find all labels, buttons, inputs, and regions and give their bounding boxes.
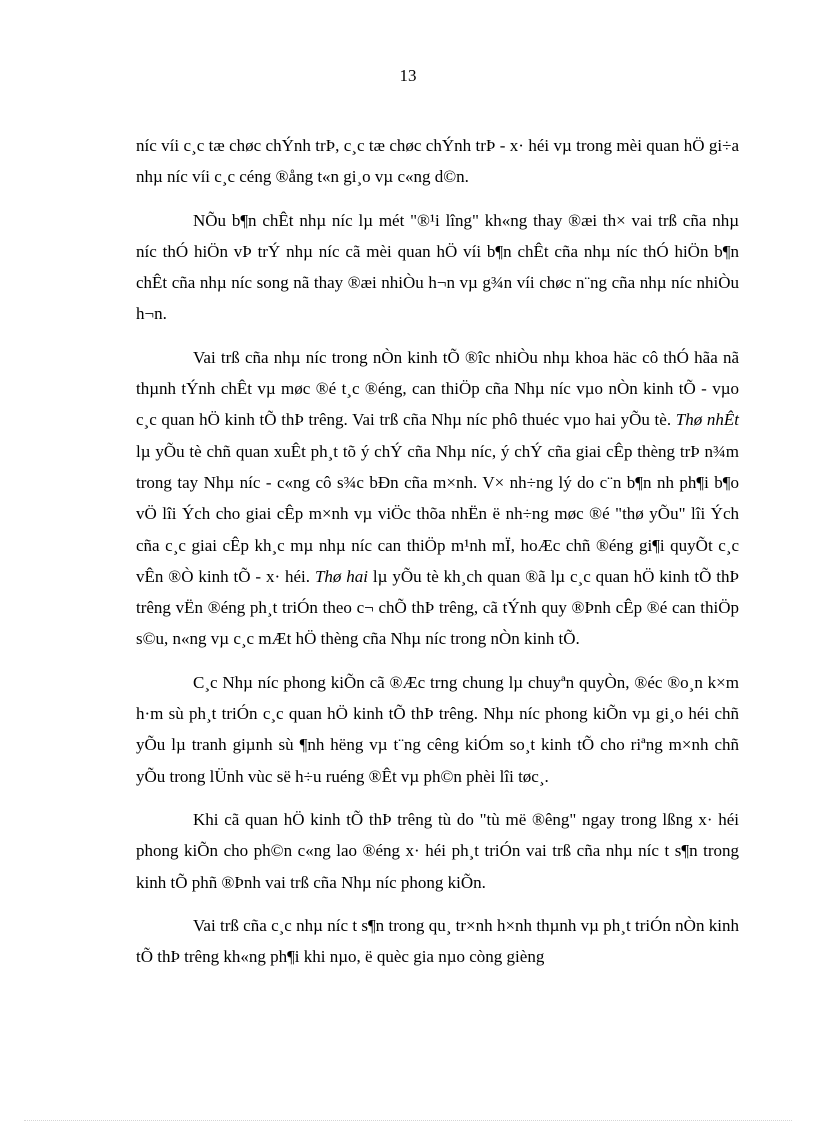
text-run: Vai trß cña nhµ níc trong nÒn kinh tÕ ®îc nhiÒu nhµ khoa häc cô thÓ hãa nã thµnh tÝnh chÊt vµ møc ®é t¸c ®éng, can thiÖp cña Nhµ níc vµo nÒn kinh tÕ - vµo c¸c quan hÖ kinh tÕ thÞ trêng. Vai trß cña Nhµ níc phô thuéc vµo hai yÕu tè.: [136, 347, 739, 430]
text-run: lµ yÕu tè kh¸ch quan ®ã lµ c¸c quan hÖ kinh tÕ thÞ trêng vËn ®éng ph¸t triÓn theo c¬ chÕ thÞ trêng, cã tÝnh quy ®Þnh cÊp ®é can thiÖp s©u, n«ng vµ c¸c mÆt hÖ thèng cña Nhµ níc trong nÒn kinh tÕ.: [136, 566, 739, 649]
body-text: [136, 130, 739, 984]
italic-phrase: Thø nhÊt: [675, 410, 740, 430]
paragraph: [136, 804, 739, 898]
text-run: Vai trß cña c¸c nhµ níc t s¶n trong qu¸ tr×nh h×nh thµnh vµ ph¸t triÓn nÒn kinh tÕ thÞ trêng kh«ng ph¶i khi nµo, ë quèc gia nµo còng gièng: [136, 915, 739, 967]
paragraph: [136, 342, 739, 655]
paragraph: [136, 667, 739, 792]
text-run: C¸c Nhµ níc phong kiÕn cã ®Æc trng chung lµ chuyªn quyÒn, ®éc ®o¸n k×m h·m sù ph¸t triÓn c¸c quan hÖ kinh tÕ thÞ trêng. Nhµ níc phong kiÕn vµ gi¸o héi chñ yÕu lµ tranh giµnh sù ¶nh hëng vµ t¨ng cêng kiÓm so¸t kinh tÕ cho riªng m×nh chñ yÕu trong lÜnh vùc së h÷u ruéng ®Êt vµ ph©n phèi lîi tøc¸.: [136, 672, 739, 786]
text-run: níc víi c¸c tæ chøc chÝnh trÞ, c¸c tæ chøc chÝnh trÞ - x· héi vµ trong mèi quan hÖ gi÷a nhµ níc víi c¸c céng ®ång t«n gi¸o vµ c«ng d©n.: [136, 136, 739, 187]
page-number: 13: [399, 66, 417, 85]
italic-phrase: Thø hai: [314, 566, 369, 586]
paragraph: [136, 130, 739, 193]
page-bottom-border: [24, 1120, 792, 1121]
paragraph: [136, 205, 739, 330]
text-run: Khi cã quan hÖ kinh tÕ thÞ trêng tù do "tù më ®êng" ngay trong lßng x· héi phong kiÕn cho ph©n c«ng lao ®éng x· héi ph¸t triÓn vai trß cña nhµ níc t s¶n trong kinh tÕ phñ ®Þnh vai trß cña Nhµ níc phong kiÕn.: [136, 809, 739, 892]
text-run: lµ yÕu tè chñ quan xuÊt ph¸t tõ ý chÝ cña Nhµ níc, ý chÝ cña giai cÊp thèng trÞ n¾m trong tay Nhµ níc - c«ng cô s¾c bÐn cña m×nh. V× nh÷ng lý do c¨n b¶n nh ph¶i b¶o vÖ lîi Ých cho giai cÊp m×nh vµ viÖc thõa nhËn ë nh÷ng møc ®é "thø yÕu" lîi Ých cña c¸c giai cÊp kh¸c mµ nhµ níc can thiÖp m¹nh mÏ, hoÆc chñ ®éng gi¶i quyÕt c¸c vÊn ®Ò kinh tÕ - x· héi.: [136, 441, 739, 586]
paragraph: [136, 910, 739, 973]
text-run: NÕu b¶n chÊt nhµ níc lµ mét "®¹i lîng" kh«ng thay ®æi th× vai trß cña nhµ níc thÓ hiÖn vÞ trÝ nhµ níc cã mèi quan hÖ víi b¶n chÊt cña nhµ níc thÓ hiÖn b¶n chÊt cña nhµ níc song nã thay ®æi nhiÒu h¬n vµ g¾n víi chøc n¨ng cña nhµ níc nhiÒu h¬n.: [136, 210, 739, 324]
